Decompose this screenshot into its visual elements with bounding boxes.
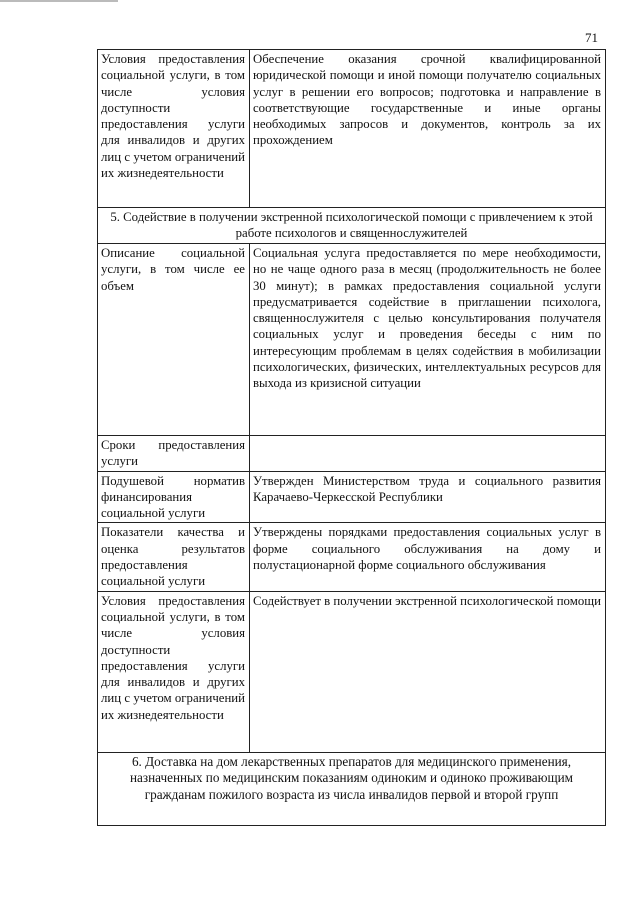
row-label: Условия предоставления социальной услуги, в том числе условия доступности предоставления услуги для инвалидов и других лиц с учетом ограничений их жизнедеятельности [98, 50, 250, 208]
row-label: Показатели качества и оценка результатов предоставления социальной услуги [98, 523, 250, 591]
table-row-terms [98, 436, 606, 472]
row-value: Социальная услуга предоставляется по мере необходимости, но не чаще одного раза в месяц (продолжительность не более 30 минут); в рамках предоставления социальной услуги предусматривается содействие в приглашении психолога, священнослужителя с целью консультирования получателя социальных услуг и проведения беседы с ним по интересующим проблемам в целях содействия в мобилизации психологических, физических, интеллектуальных ресурсов для выхода из кризисной ситуации [250, 244, 606, 436]
section-title: 6. Доставка на дом лекарственных препаратов для медицинского применения, назначенных по медицинским показаниям одиноким и одиноко проживающим гражданам пожилого возраста из числа инвалидов первой и второй групп [98, 752, 606, 825]
row-label: Сроки предоставления услуги [98, 436, 250, 472]
row-label: Подушевой норматив финансирования социальной услуги [98, 471, 250, 523]
table-row-conditions-5 [98, 591, 606, 752]
section-title: 5. Содействие в получении экстренной психологической помощи с привлечением к этой работе психологов и священнослужителей [98, 208, 606, 244]
row-value: Утверждены порядками предоставления социальных услуг в форме социального обслуживания на дому и полустационарной форме социального обслуживания [250, 523, 606, 591]
row-label: Описание социальной услуги, в том числе ее объем [98, 244, 250, 436]
row-value: Утвержден Министерством труда и социального развития Карачаево-Черкесской Республики [250, 471, 606, 523]
section-header-5 [98, 208, 606, 244]
row-label: Условия предоставления социальной услуги, в том числе условия доступности предоставления услуги для инвалидов и других лиц с учетом ограничений их жизнедеятельности [98, 591, 250, 752]
table-row-description [98, 244, 606, 436]
row-value [250, 436, 606, 472]
table-row-conditions-4 [98, 50, 606, 208]
page-number: 71 [585, 30, 598, 45]
table-row-financing [98, 471, 606, 523]
row-value: Обеспечение оказания срочной квалифицированной юридической помощи и иной помощи получателю социальных услуг в решении его вопросов; подготовка и направление в соответствующие государственные и иные органы необходимых запросов и документов, контроль за их прохождением [250, 50, 606, 208]
scan-mark [0, 0, 118, 2]
section-header-6 [98, 752, 606, 825]
services-table [97, 49, 606, 826]
table-row-quality [98, 523, 606, 591]
row-value: Содействует в получении экстренной психологической помощи [250, 591, 606, 752]
